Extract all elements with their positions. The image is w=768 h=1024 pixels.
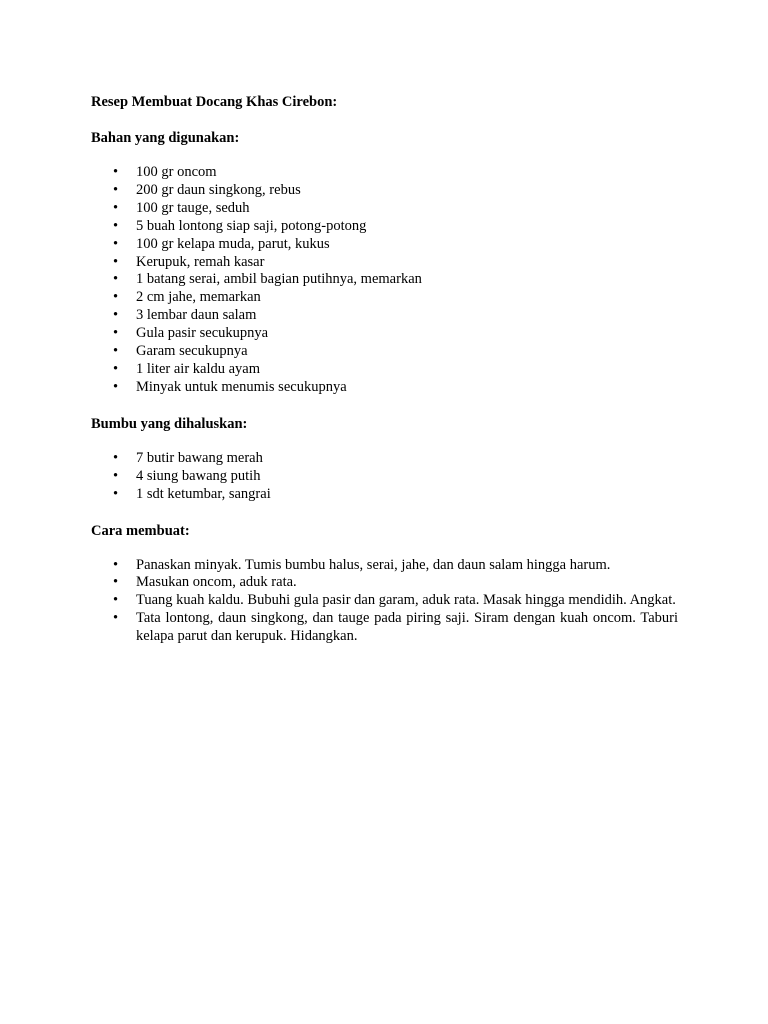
list-item: • Kerupuk, remah kasar — [113, 253, 265, 270]
list-item: • 1 liter air kaldu ayam — [113, 360, 261, 377]
bullet-icon: • — [113, 217, 119, 234]
list-item: • Tata lontong, daun singkong, dan tauge pada piring saji. Siram dengan kuah oncom. Taburi kelapa parut dan kerupuk. Hidangkan. — [113, 610, 678, 645]
bullet-icon: • — [113, 485, 119, 502]
list-item: • 1 batang serai, ambil bagian putihnya, memarkan — [113, 271, 422, 288]
bullet-icon: • — [113, 181, 119, 198]
list-item: • 100 gr tauge, seduh — [113, 199, 250, 216]
bullet-icon: • — [113, 235, 119, 252]
bullet-icon: • — [113, 164, 119, 180]
list-item: • 5 buah lontong siap saji, potong-potong — [113, 217, 367, 234]
spice-list — [91, 450, 678, 504]
bullet-icon: • — [113, 307, 119, 324]
bullet-icon: • — [113, 289, 119, 306]
bullet-icon: • — [113, 360, 119, 377]
list-item: • Gula pasir secukupnya — [113, 325, 269, 342]
bullet-icon: • — [113, 253, 119, 270]
bullet-icon: • — [113, 610, 119, 627]
bullet-icon: • — [113, 325, 119, 342]
section-heading-bahan: Bahan yang digunakan: — [91, 130, 240, 146]
document-page — [91, 93, 678, 664]
document-title: Resep Membuat Docang Khas Cirebon: — [91, 94, 338, 110]
bullet-icon: • — [113, 592, 119, 609]
bullet-icon: • — [113, 556, 119, 573]
list-item: • 4 siung bawang putih — [113, 467, 261, 484]
list-item: • Garam secukupnya — [113, 343, 248, 360]
list-item: • 100 gr kelapa muda, parut, kukus — [113, 235, 330, 252]
list-item: • 2 cm jahe, memarkan — [113, 289, 261, 306]
list-item: • 100 gr oncom — [113, 164, 217, 180]
bullet-icon: • — [113, 467, 119, 484]
section-heading-cara: Cara membuat: — [91, 522, 190, 539]
bullet-icon: • — [113, 574, 119, 591]
ingredient-list — [91, 164, 678, 397]
bullet-icon: • — [113, 343, 119, 360]
list-item: • Tuang kuah kaldu. Bubuhi gula pasir dan garam, aduk rata. Masak hingga mendidih. Angkat. — [113, 592, 676, 609]
list-item: • 7 butir bawang merah — [113, 449, 263, 466]
bullet-icon: • — [113, 199, 119, 216]
steps-list — [91, 557, 678, 647]
list-item: • Panaskan minyak. Tumis bumbu halus, serai, jahe, dan daun salam hingga harum. — [113, 556, 611, 573]
bullet-icon: • — [113, 449, 119, 466]
list-item: • Minyak untuk menumis secukupnya — [113, 378, 347, 395]
list-item: • Masukan oncom, aduk rata. — [113, 574, 297, 591]
bullet-icon: • — [113, 378, 119, 395]
bullet-icon: • — [113, 271, 119, 288]
list-item: • 200 gr daun singkong, rebus — [113, 181, 301, 198]
list-item: • 3 lembar daun salam — [113, 307, 257, 324]
list-item: • 1 sdt ketumbar, sangrai — [113, 485, 271, 502]
section-heading-bumbu: Bumbu yang dihaluskan: — [91, 415, 248, 432]
